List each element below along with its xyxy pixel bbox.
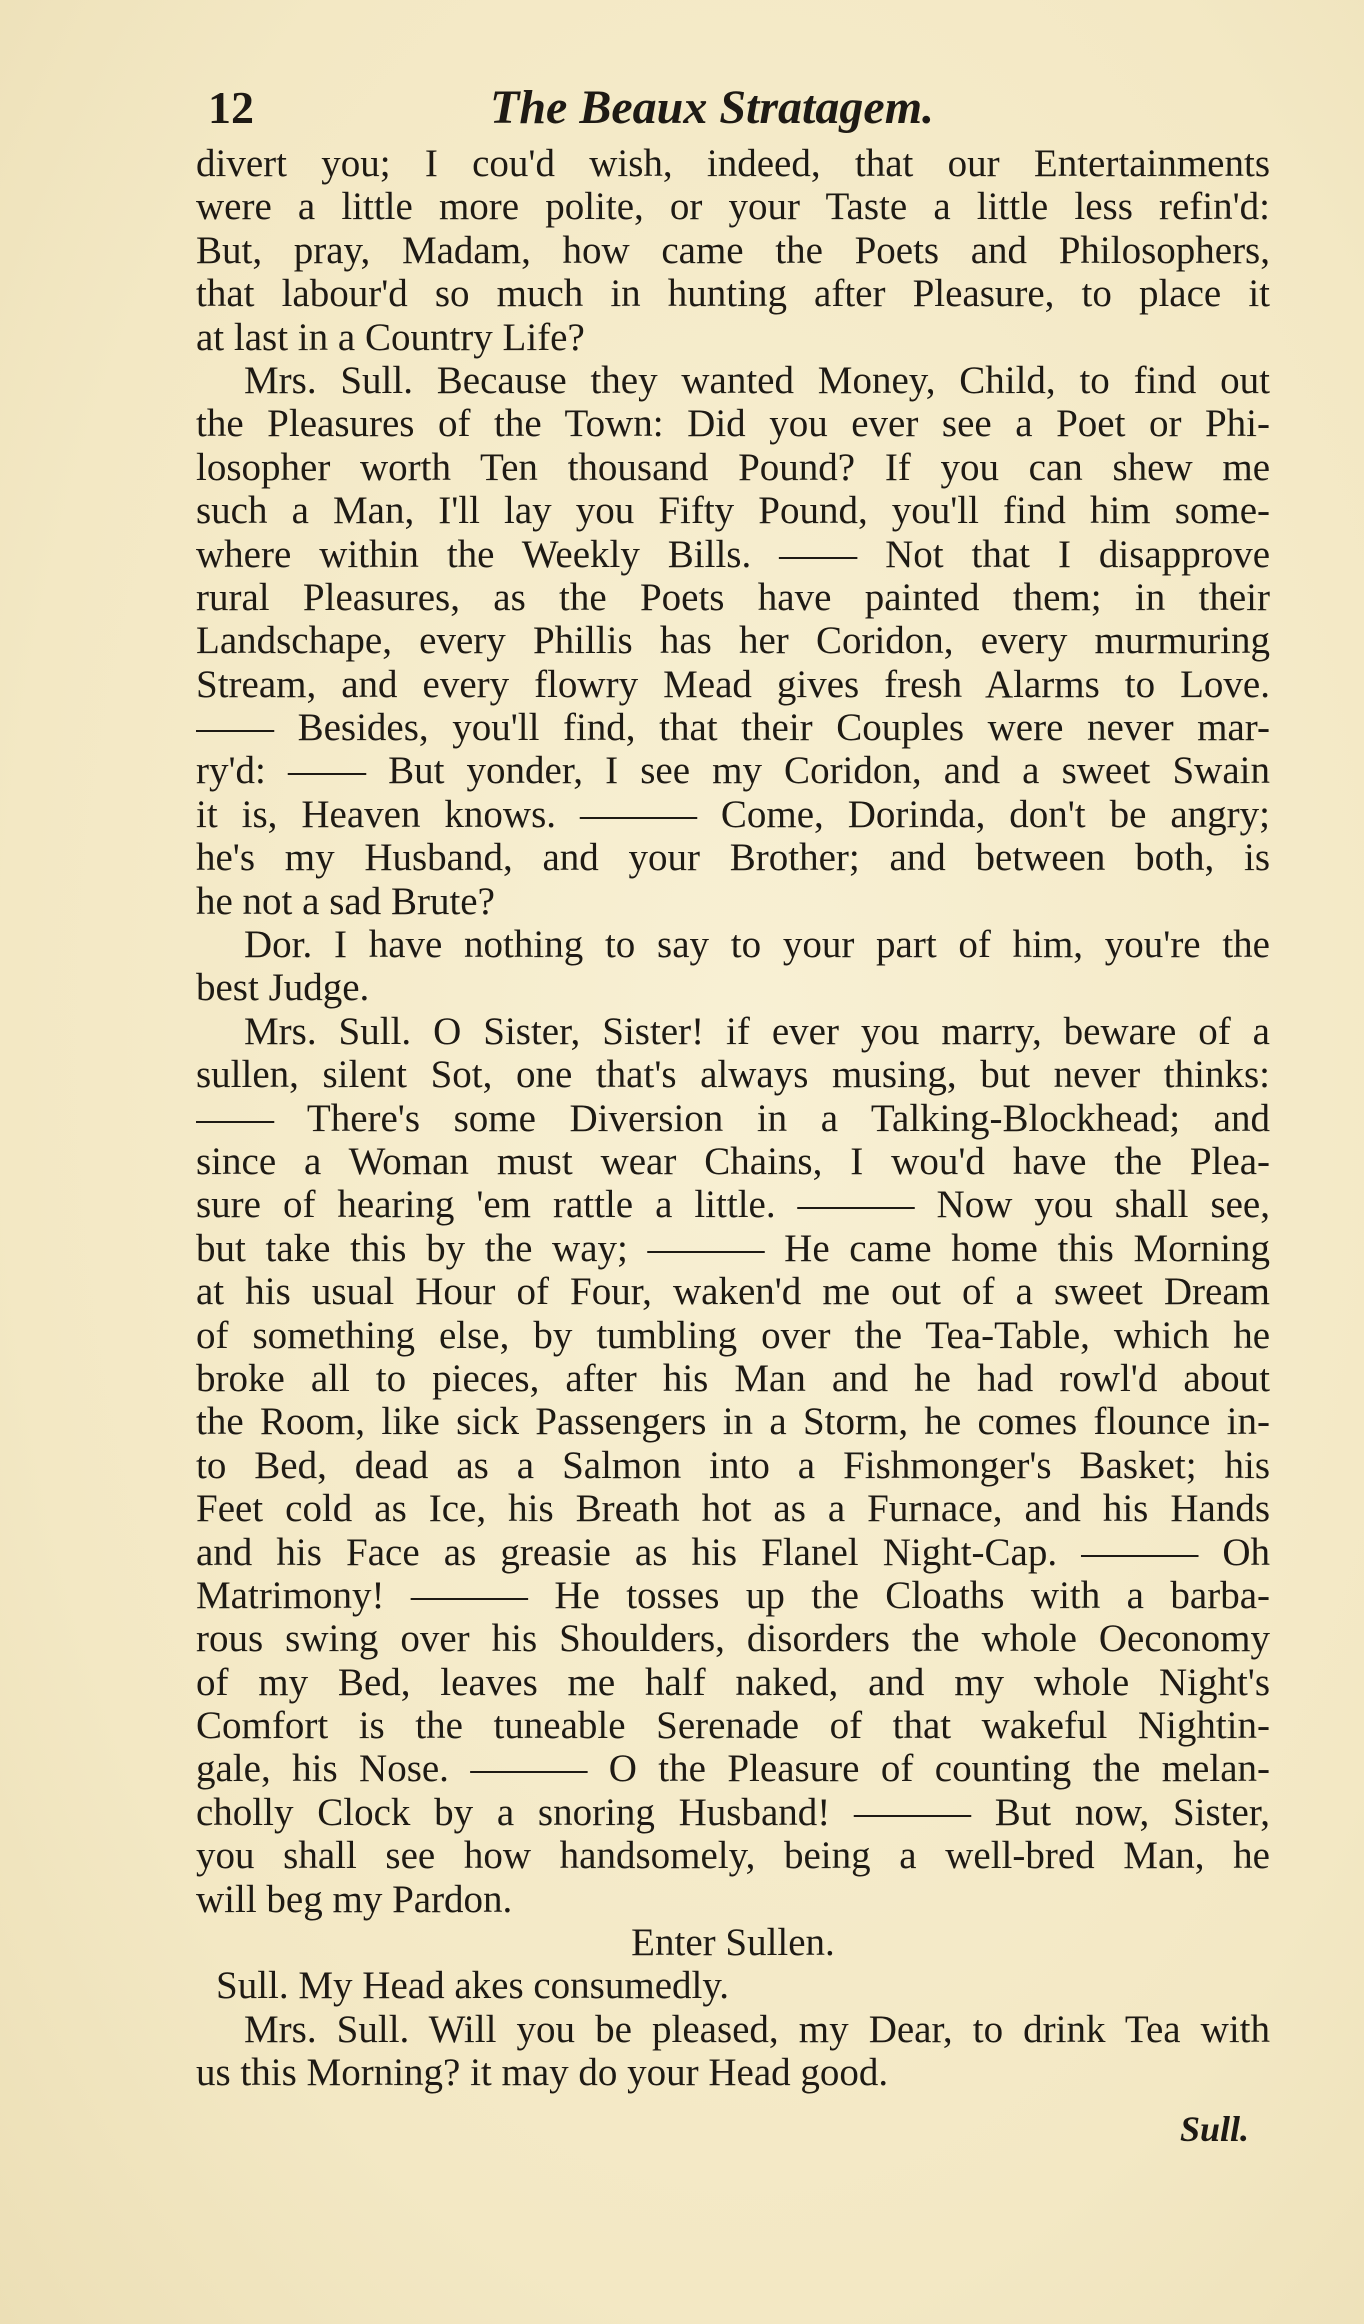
text-line: Stream, and every flowry Mead gives fresh Alarms to Love.: [196, 662, 1270, 706]
text-line: since a Woman must wear Chains, I wou'd have the Plea-: [196, 1139, 1270, 1183]
text-line: losopher worth Ten thousand Pound? If you can shew me: [196, 445, 1270, 489]
text-line: Matrimony! ——— He tosses up the Cloaths with a barba-: [196, 1573, 1270, 1617]
text-line: Mrs. Sull. O Sister, Sister! if ever you marry, beware of a: [244, 1009, 1270, 1053]
text-line: you shall see how handsomely, being a well-bred Man, he: [196, 1834, 1270, 1878]
text-line: divert you; I cou'd wish, indeed, that our Entertainments: [196, 142, 1270, 185]
text-line: he's my Husband, and your Brother; and between both, is: [196, 836, 1270, 880]
text-line: will beg my Pardon.: [196, 1877, 513, 1921]
text-line: Landschape, every Phillis has her Coridon, every murmuring: [196, 619, 1270, 663]
text-line: —— Besides, you'll find, that their Couples were never mar-: [196, 706, 1270, 750]
text-line: sure of hearing 'em rattle a little. ——— Now you shall see,: [196, 1183, 1270, 1227]
text-line: but take this by the way; ——— He came home this Morning: [196, 1226, 1270, 1270]
text-line: us this Morning? it may do your Head good.: [196, 2051, 889, 2095]
text-line: sullen, silent Sot, one that's always musing, but never thinks:: [196, 1053, 1270, 1097]
text-line: cholly Clock by a snoring Husband! ——— But now, Sister,: [196, 1790, 1270, 1834]
text-line: ry'd: —— But yonder, I see my Coridon, and a sweet Swain: [196, 749, 1270, 793]
text-line: to Bed, dead as a Salmon into a Fishmonger's Basket; his: [196, 1443, 1270, 1487]
stage-direction: Enter Sullen.: [631, 1921, 835, 1965]
text-line: Mrs. Sull. Will you be pleased, my Dear, to drink Tea with: [244, 2007, 1270, 2051]
page-header: [200, 78, 1300, 138]
text-line: best Judge.: [196, 966, 370, 1010]
text-line: the Pleasures of the Town: Did you ever see a Poet or Phi-: [196, 402, 1270, 446]
text-line: of something else, by tumbling over the Tea-Table, which he: [196, 1313, 1270, 1357]
body-text: [196, 142, 1270, 2095]
page-number: 12: [208, 82, 254, 133]
text-line: such a Man, I'll lay you Fifty Pound, you'll find him some-: [196, 489, 1270, 533]
text-line: that labour'd so much in hunting after Pleasure, to place it: [196, 272, 1270, 316]
text-line: and his Face as greasie as his Flanel Night-Cap. ——— Oh: [196, 1530, 1270, 1574]
text-line: But, pray, Madam, how came the Poets and Philosophers,: [196, 228, 1270, 272]
text-line: broke all to pieces, after his Man and he had rowl'd about: [196, 1356, 1270, 1400]
text-line: Sull. My Head akes consumedly.: [216, 1964, 730, 2008]
text-line: Comfort is the tuneable Serenade of that wakeful Nightin-: [196, 1704, 1270, 1748]
running-title: The Beaux Stratagem.: [490, 81, 935, 134]
text-line: rous swing over his Shoulders, disorders the whole Oeconomy: [196, 1617, 1270, 1661]
catchword: Sull.: [1180, 2109, 1250, 2149]
text-line: —— There's some Diversion in a Talking-Blockhead; and: [196, 1096, 1270, 1140]
text-line: were a little more polite, or your Taste a little less refin'd:: [196, 185, 1270, 229]
text-line: at his usual Hour of Four, waken'd me out of a sweet Dream: [196, 1270, 1270, 1314]
text-line: of my Bed, leaves me half naked, and my whole Night's: [196, 1660, 1270, 1704]
text-line: gale, his Nose. ——— O the Pleasure of counting the melan-: [196, 1747, 1270, 1791]
text-line: rural Pleasures, as the Poets have painted them; in their: [196, 575, 1270, 619]
text-line: Feet cold as Ice, his Breath hot as a Furnace, and his Hands: [196, 1487, 1270, 1531]
text-line: where within the Weekly Bills. —— Not that I disapprove: [196, 532, 1270, 576]
text-line: Dor. I have nothing to say to your part of him, you're the: [244, 923, 1270, 967]
text-line: Mrs. Sull. Because they wanted Money, Child, to find out: [244, 358, 1270, 402]
text-line: it is, Heaven knows. ——— Come, Dorinda, don't be angry;: [196, 792, 1270, 836]
text-line: the Room, like sick Passengers in a Storm, he comes flounce in-: [196, 1400, 1270, 1444]
text-line: he not a sad Brute?: [196, 879, 495, 923]
text-line: at last in a Country Life?: [196, 315, 585, 359]
